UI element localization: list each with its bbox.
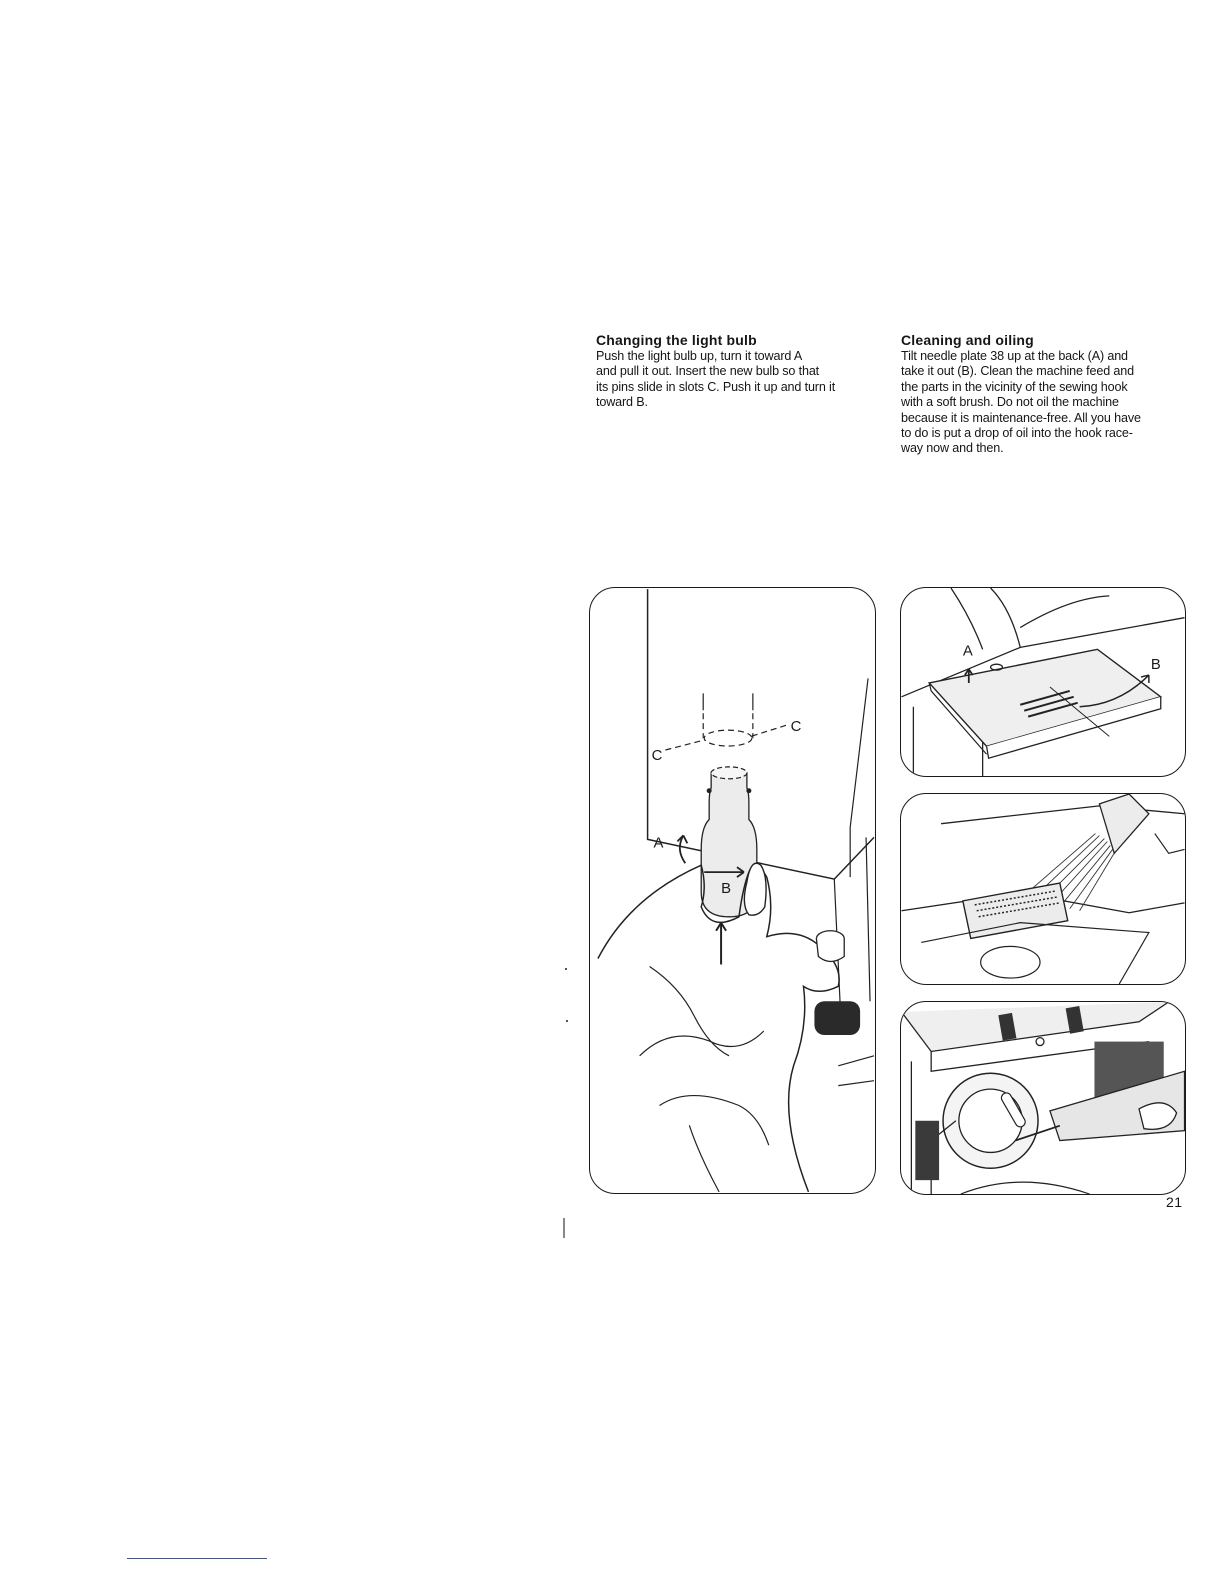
scan-speck xyxy=(566,1020,568,1022)
needle-plate-drawing xyxy=(901,588,1185,776)
light-bulb-drawing xyxy=(590,588,875,1193)
cleaning-text-line: take it out (B). Clean the machine feed and xyxy=(901,364,1134,379)
needle-plate-illustration xyxy=(900,587,1186,777)
light-bulb-illustration xyxy=(589,587,876,1194)
label-b: B xyxy=(1150,657,1161,674)
brush-cleaning-illustration xyxy=(900,793,1186,985)
cleaning-text-line: because it is maintenance-free. All you have xyxy=(901,410,1141,425)
label-a: A xyxy=(653,835,664,852)
label-b: B xyxy=(721,880,732,897)
cleaning-text-line: Tilt needle plate 38 up at the back (A) and xyxy=(901,349,1128,363)
label-c-right: C xyxy=(790,719,802,736)
section-changing-light-bulb xyxy=(596,332,881,411)
footer-rule xyxy=(127,1558,267,1559)
bulb-text-line: its pins slide in slots C. Push it up and turn it xyxy=(596,379,836,394)
brush-cleaning-drawing xyxy=(901,794,1185,984)
bulb-text-line: and pull it out. Insert the new bulb so that xyxy=(596,364,820,379)
cleaning-text-line: with a soft brush. Do not oil the machine xyxy=(901,395,1119,410)
page-number: 21 xyxy=(1166,1194,1183,1210)
scan-speck xyxy=(565,968,567,970)
cleaning-text-line: the parts in the vicinity of the sewing hook xyxy=(901,379,1128,394)
heading-changing-light-bulb: Changing the light bulb xyxy=(596,332,757,348)
oiling-hook-drawing xyxy=(901,1002,1185,1194)
cleaning-text-line: to do is put a drop of oil into the hook race- xyxy=(901,426,1133,441)
label-a: A xyxy=(962,643,973,660)
heading-cleaning-oiling: Cleaning and oiling xyxy=(901,332,1034,348)
bulb-text-line: Push the light bulb up, turn it toward A xyxy=(596,349,803,363)
bulb-text-line: toward B. xyxy=(596,395,648,410)
cleaning-text-line: way now and then. xyxy=(901,441,1004,456)
scan-speck xyxy=(563,1218,565,1238)
oiling-hook-illustration xyxy=(900,1001,1186,1195)
section-cleaning-oiling xyxy=(901,332,1186,457)
label-c-left: C xyxy=(651,747,663,764)
